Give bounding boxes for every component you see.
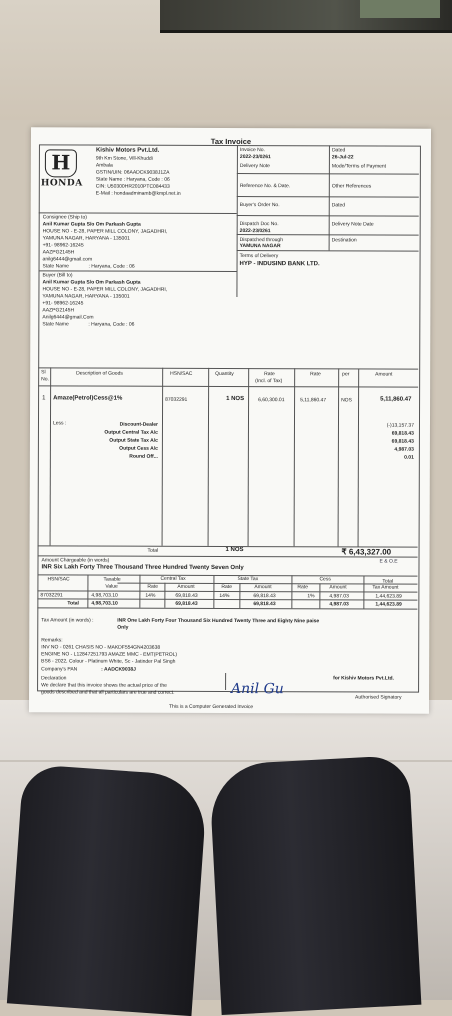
right-leg [209, 755, 422, 1015]
tax-table-col [363, 575, 364, 608]
invoice-paper [29, 127, 431, 713]
pan-value: : AADCK9038J [101, 666, 136, 673]
brand-name: HONDA [40, 178, 83, 189]
less-label: Less : [52, 420, 67, 427]
dispatched-through: YAMUNA NAGAR [239, 243, 281, 250]
seller-line: E-Mail : hondaadminamb@kmpl.net.in [95, 190, 181, 197]
tax-col-value: Value [105, 583, 118, 590]
adjustment-value: 69,818.43 [391, 430, 414, 437]
tax-table-col [239, 583, 240, 608]
col-hsn: HSN/SAC [170, 370, 193, 377]
adjustment-label: Output Cess A/c [119, 445, 158, 452]
buyer-line: +91- 98962-16245 [42, 300, 84, 307]
signature-divider [225, 673, 226, 690]
tax-row-cess-rate: 1% [307, 593, 315, 600]
total-quantity: 1 NOS [225, 546, 244, 554]
terms-label: Terms of Delivery [239, 253, 279, 260]
consignee-line: AAZPG2145H [42, 249, 75, 256]
consignee-line: YAMUNA NAGAR, HARYANA - 135001 [42, 235, 130, 242]
eoe-label: E & O.E [379, 558, 398, 565]
seller-line: CIN: U50300HR2010PTC084433 [95, 183, 170, 190]
reference-label: Reference No. & Date. [239, 183, 291, 190]
tax-table-col [87, 575, 88, 608]
handwritten-signature: Anil Gu [231, 681, 284, 698]
buyer-line: AAZPG2145H [42, 307, 75, 314]
buyer-line: HOUSE NO - E-28, PAPER MILL COLONY, JAGADHRI, [42, 286, 168, 293]
amount-in-words: INR Six Lakh Forty Three Thousand Three Hundred Twenty Seven Only [41, 564, 244, 572]
tax-col-rate: Rate [147, 583, 158, 590]
col-rate-incl-note: (Incl. of Tax) [255, 378, 283, 385]
adjustment-value: 0.01 [404, 454, 414, 461]
tax-total-taxable: 4,98,703.10 [91, 600, 118, 607]
consignee-heading: Consignee (Ship to) [42, 214, 87, 221]
remarks-line: INV NO - 0261 CHASIS NO - MAKDF554GN4203638 [41, 644, 161, 651]
tax-col-amount: Amount [329, 584, 347, 591]
buyer-line: Anilg6444@gmail.Com [42, 314, 94, 321]
adjustment-value: (-)13,157.37 [386, 422, 414, 429]
delivery-note-label: Delivery Note [239, 163, 270, 170]
destination-label: Destination [331, 237, 357, 244]
tax-col-central: Central Tax [160, 575, 186, 582]
tax-table-col [291, 575, 292, 608]
dispatch-doc-label: Dispatch Doc No. [239, 221, 279, 228]
tax-words-label: Tax Amount (in words) : [41, 617, 94, 624]
buyer-state: : Haryana, Code : 06 [88, 321, 135, 328]
mode-terms-label: Mode/Terms of Payment [331, 163, 387, 170]
tax-table-col [213, 575, 214, 608]
item-quantity: 1 NOS [226, 395, 245, 403]
item-per: NOS [341, 397, 352, 404]
tax-row-hsn: 87032291 [40, 592, 63, 599]
tax-row-total: 1,44,623.89 [375, 593, 402, 600]
invoice-date: 26-Jul-22 [331, 154, 354, 161]
dated-label: Dated [331, 147, 346, 154]
seller-name: Kishiv Motors Pvt.Ltd. [95, 147, 160, 154]
remarks-line: ENGINE NO - L12847251793 AMAZE MMC - EMT(PETROL) [41, 651, 178, 658]
adjustment-label: Output State Tax A/c [109, 437, 158, 444]
tax-row-c-rate: 14% [145, 592, 156, 599]
col-rate-incl: Rate [264, 371, 275, 378]
background-object [160, 0, 452, 33]
tax-words-line2: Only [117, 624, 129, 631]
consignee-state-label: State Name [42, 263, 69, 270]
background-object-label [360, 0, 440, 18]
declaration-label: Declaration [41, 675, 67, 682]
seller-line: 9th Km Stone, Vill-Khuddi [95, 155, 153, 162]
tax-col-total: Total [382, 578, 394, 585]
tax-total-label: Total [67, 600, 79, 607]
tax-row-c-amt: 69,818.43 [175, 592, 198, 599]
for-company: for Kishiv Motors Pvt.Ltd. [333, 675, 394, 682]
dispatch-doc-no: 2022-23/0261 [239, 228, 271, 235]
adjustment-value: 4,987.03 [394, 446, 414, 453]
tax-total-s-amt: 69,818.43 [253, 601, 276, 608]
declaration-line: We declare that this invoice shows the actual price of the [41, 682, 167, 689]
terms-of-delivery: HYP - INDUSIND BANK LTD. [239, 261, 320, 268]
consignee-line: +91- 98962-16245 [42, 242, 84, 249]
delivery-note-date-label: Delivery Note Date [331, 221, 374, 228]
buyer-order-label: Buyer's Order No. [239, 202, 280, 209]
item-rate: 5,11,860.47 [300, 397, 327, 404]
buyer-state-label: State Name [42, 321, 69, 328]
other-references-label: Other References [331, 183, 372, 190]
item-rate-incl: 6,60,300.01 [258, 397, 285, 404]
tax-col-rate: Rate [221, 583, 232, 591]
invoice-title: Tax Invoice [210, 136, 252, 147]
total-label: Total [147, 547, 159, 554]
tax-row-taxable: 4,98,703.10 [91, 592, 118, 599]
pan-label: Company's PAN [41, 666, 78, 673]
amount-words-label: Amount Chargeable (in words) [41, 557, 110, 564]
tax-col-amount: Amount [177, 583, 195, 590]
declaration-line: goods described and that all particulars are true and correct. [41, 689, 175, 696]
col-rate: Rate [310, 371, 321, 378]
adjustment-label: Output Central Tax A/c [104, 429, 158, 436]
left-leg [7, 764, 208, 1016]
tax-col-rate: Rate [297, 584, 308, 591]
tax-col-state: State Tax [237, 576, 259, 583]
adjustment-label: Discount-Dealer [119, 421, 158, 428]
seller-line: GSTIN/UIN: 06AADCK9038J1ZA [95, 169, 170, 176]
seller-line: State Name : Haryana, Code : 06 [95, 176, 170, 183]
grand-total: ₹ 6,43,327.00 [341, 547, 392, 557]
tax-row-cess-amt: 4,987.03 [329, 593, 349, 600]
buyer-heading: Buyer (Bill to) [42, 272, 73, 279]
tax-col-cess: Cess [319, 576, 331, 583]
invoice-no: 2022-23/0261 [239, 154, 271, 161]
consignee-name: Anil Kumar Gupta S/o Om Parkash Gupta [42, 221, 141, 228]
consignee-line: anilg6444@gmail.com [42, 256, 93, 263]
col-quantity: Quantity [215, 370, 234, 378]
tax-col-tax-amount: Tax Amount [372, 584, 399, 591]
buyer-line: YAMUNA NAGAR, HARYANA - 135001 [42, 293, 130, 300]
tax-words-line1: INR One Lakh Forty Four Thousand Six Hundred Twenty Three and Eighty Nine paise [117, 617, 320, 625]
footer-note: This is a Computer Generated Invoice [168, 703, 254, 711]
tax-total-c-amt: 69,818.43 [175, 600, 198, 607]
tax-row-s-amt: 69,818.43 [253, 593, 276, 600]
buyer-name: Anil Kumar Gupta S/o Om Parkash Gupta [42, 279, 141, 286]
tax-table-col [319, 583, 320, 608]
col-sl: Sl [41, 369, 46, 376]
tax-table-col [164, 583, 165, 608]
dispatched-through-label: Dispatched through [239, 237, 284, 244]
adjustment-value: 69,818.43 [391, 438, 414, 445]
seller-line: Ambala [95, 162, 113, 169]
col-amount: Amount [375, 371, 393, 378]
invoice-no-label: Invoice No. [239, 147, 265, 154]
honda-logo-icon: H [45, 149, 77, 177]
consignee-state: : Haryana, Code : 06 [88, 263, 135, 270]
item-sl: 1 [42, 395, 46, 402]
item-amount: 5,11,860.47 [380, 396, 412, 403]
tax-row-s-rate: 14% [219, 592, 230, 599]
tax-total-total: 1,44,623.89 [375, 601, 402, 608]
remarks-line: BS6 - 2022, Colour - Platinum White, Sc - Jatinder Pal Singh [41, 658, 176, 665]
col-no: No. [41, 376, 49, 383]
tax-col-hsn: HSN/SAC [47, 576, 70, 583]
remarks-label: Remarks: [41, 637, 63, 644]
tax-total-cess-amt: 4,987.03 [329, 601, 349, 608]
item-description: Amaze(Petrol)Cess@1% [53, 395, 123, 402]
tax-col-taxable: Taxable [103, 576, 121, 583]
consignee-line: HOUSE NO - E-28, PAPER MILL COLONY, JAGADHRI, [42, 228, 168, 235]
col-description: Description of Goods [76, 370, 123, 377]
tax-table-col [139, 575, 140, 608]
item-hsn: 87032291 [165, 396, 188, 403]
col-per: per [342, 371, 350, 378]
dated2-label: Dated [331, 202, 346, 209]
tax-col-amount: Amount [254, 584, 272, 591]
authorised-signatory: Authorised Signatory [355, 694, 402, 701]
adjustment-label: Round Off... [129, 453, 158, 460]
